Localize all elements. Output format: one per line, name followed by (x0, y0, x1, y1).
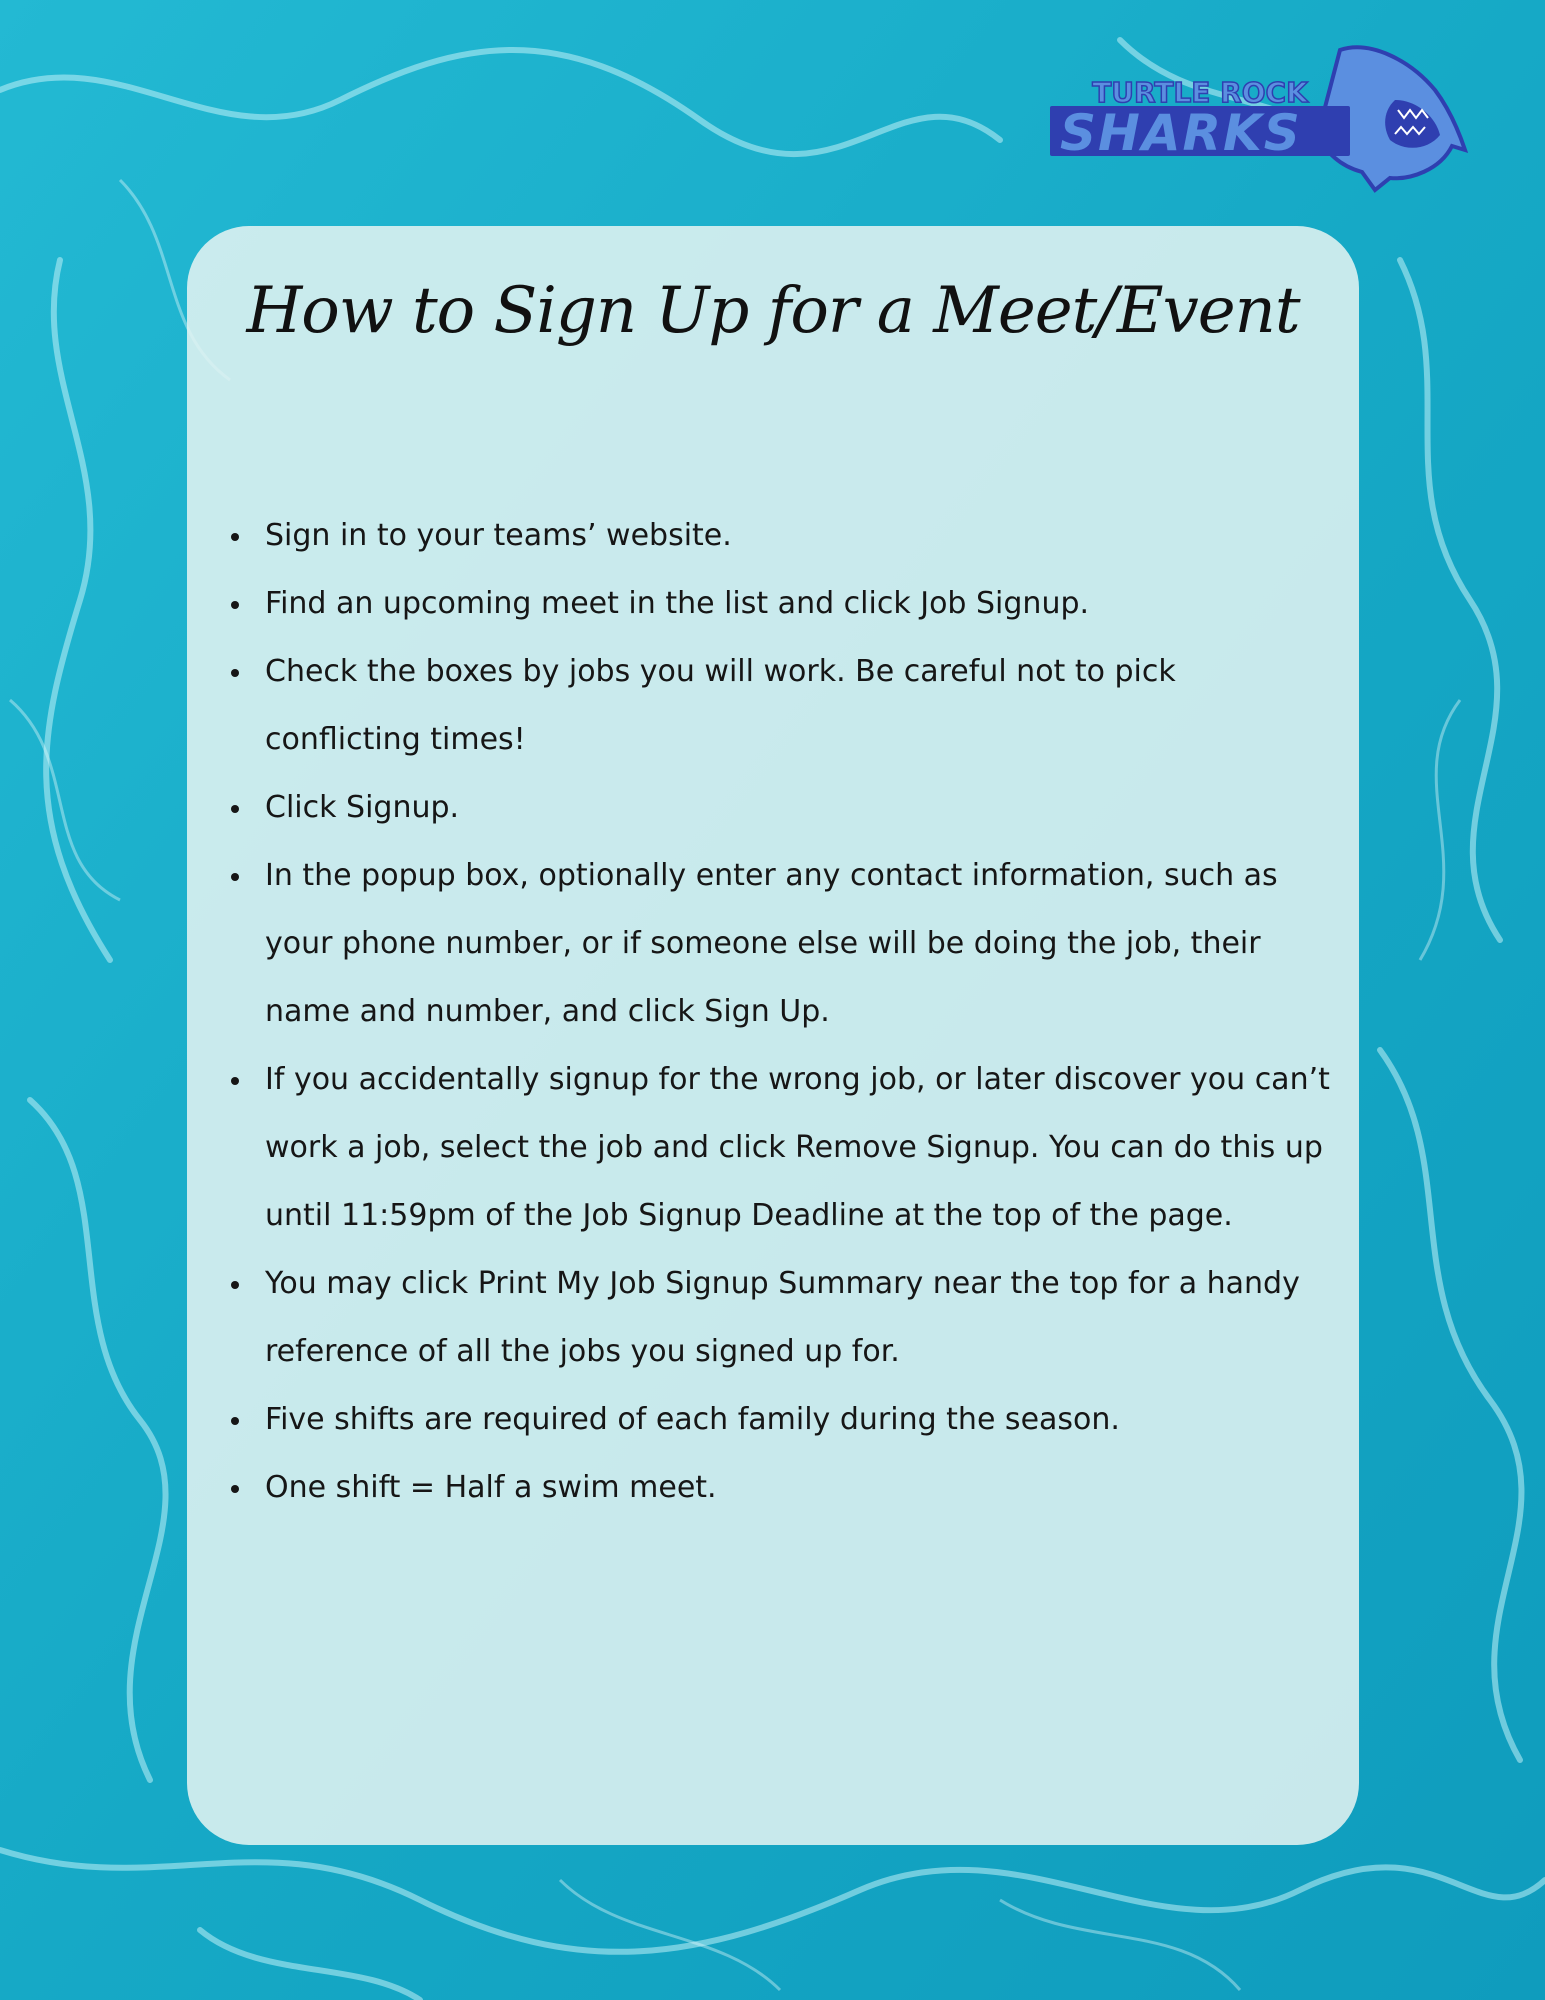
bullet-icon (231, 1417, 239, 1425)
step-text: In the popup box, optionally enter any contact information, such as your phone number, or if someone else will be doing the job, their name and number, and click Sign Up. (265, 858, 1278, 1029)
logo-line1: TURTLE ROCK (1092, 76, 1308, 109)
page-title: How to Sign Up for a Meet/Event (246, 274, 1300, 348)
bullet-icon (231, 533, 239, 541)
list-item (187, 570, 1337, 638)
bullet-icon (231, 805, 239, 813)
turtle-rock-sharks-logo (1040, 30, 1470, 195)
list-item (187, 1454, 1337, 1522)
step-text: One shift = Half a swim meet. (265, 1470, 717, 1505)
list-item (187, 842, 1337, 1046)
list-item (187, 1386, 1337, 1454)
logo-line2: SHARKS (1060, 104, 1302, 162)
list-item (187, 1250, 1337, 1386)
shark-icon (1040, 30, 1470, 195)
list-item (187, 502, 1337, 570)
bullet-icon (231, 1485, 239, 1493)
step-text: Check the boxes by jobs you will work. Be careful not to pick conflicting times! (265, 654, 1176, 757)
step-text: Click Signup. (265, 790, 460, 825)
step-text: Find an upcoming meet in the list and click Job Signup. (265, 586, 1090, 621)
list-item (187, 638, 1337, 774)
step-text: You may click Print My Job Signup Summary near the top for a handy reference of all the jobs you signed up for. (265, 1266, 1300, 1369)
bullet-icon (231, 1281, 239, 1289)
bullet-icon (231, 1077, 239, 1085)
list-item (187, 774, 1337, 842)
signup-steps-list (187, 502, 1337, 1522)
step-text: If you accidentally signup for the wrong job, or later discover you can’t work a job, select the job and click Remove Signup. You can do this up until 11:59pm of the Job Signup Deadline at the top of the page. (265, 1062, 1330, 1233)
step-text: Sign in to your teams’ website. (265, 518, 732, 553)
bullet-icon (231, 873, 239, 881)
instruction-card (187, 226, 1359, 1845)
step-text: Five shifts are required of each family during the season. (265, 1402, 1120, 1437)
list-item (187, 1046, 1337, 1250)
bullet-icon (231, 601, 239, 609)
bullet-icon (231, 669, 239, 677)
